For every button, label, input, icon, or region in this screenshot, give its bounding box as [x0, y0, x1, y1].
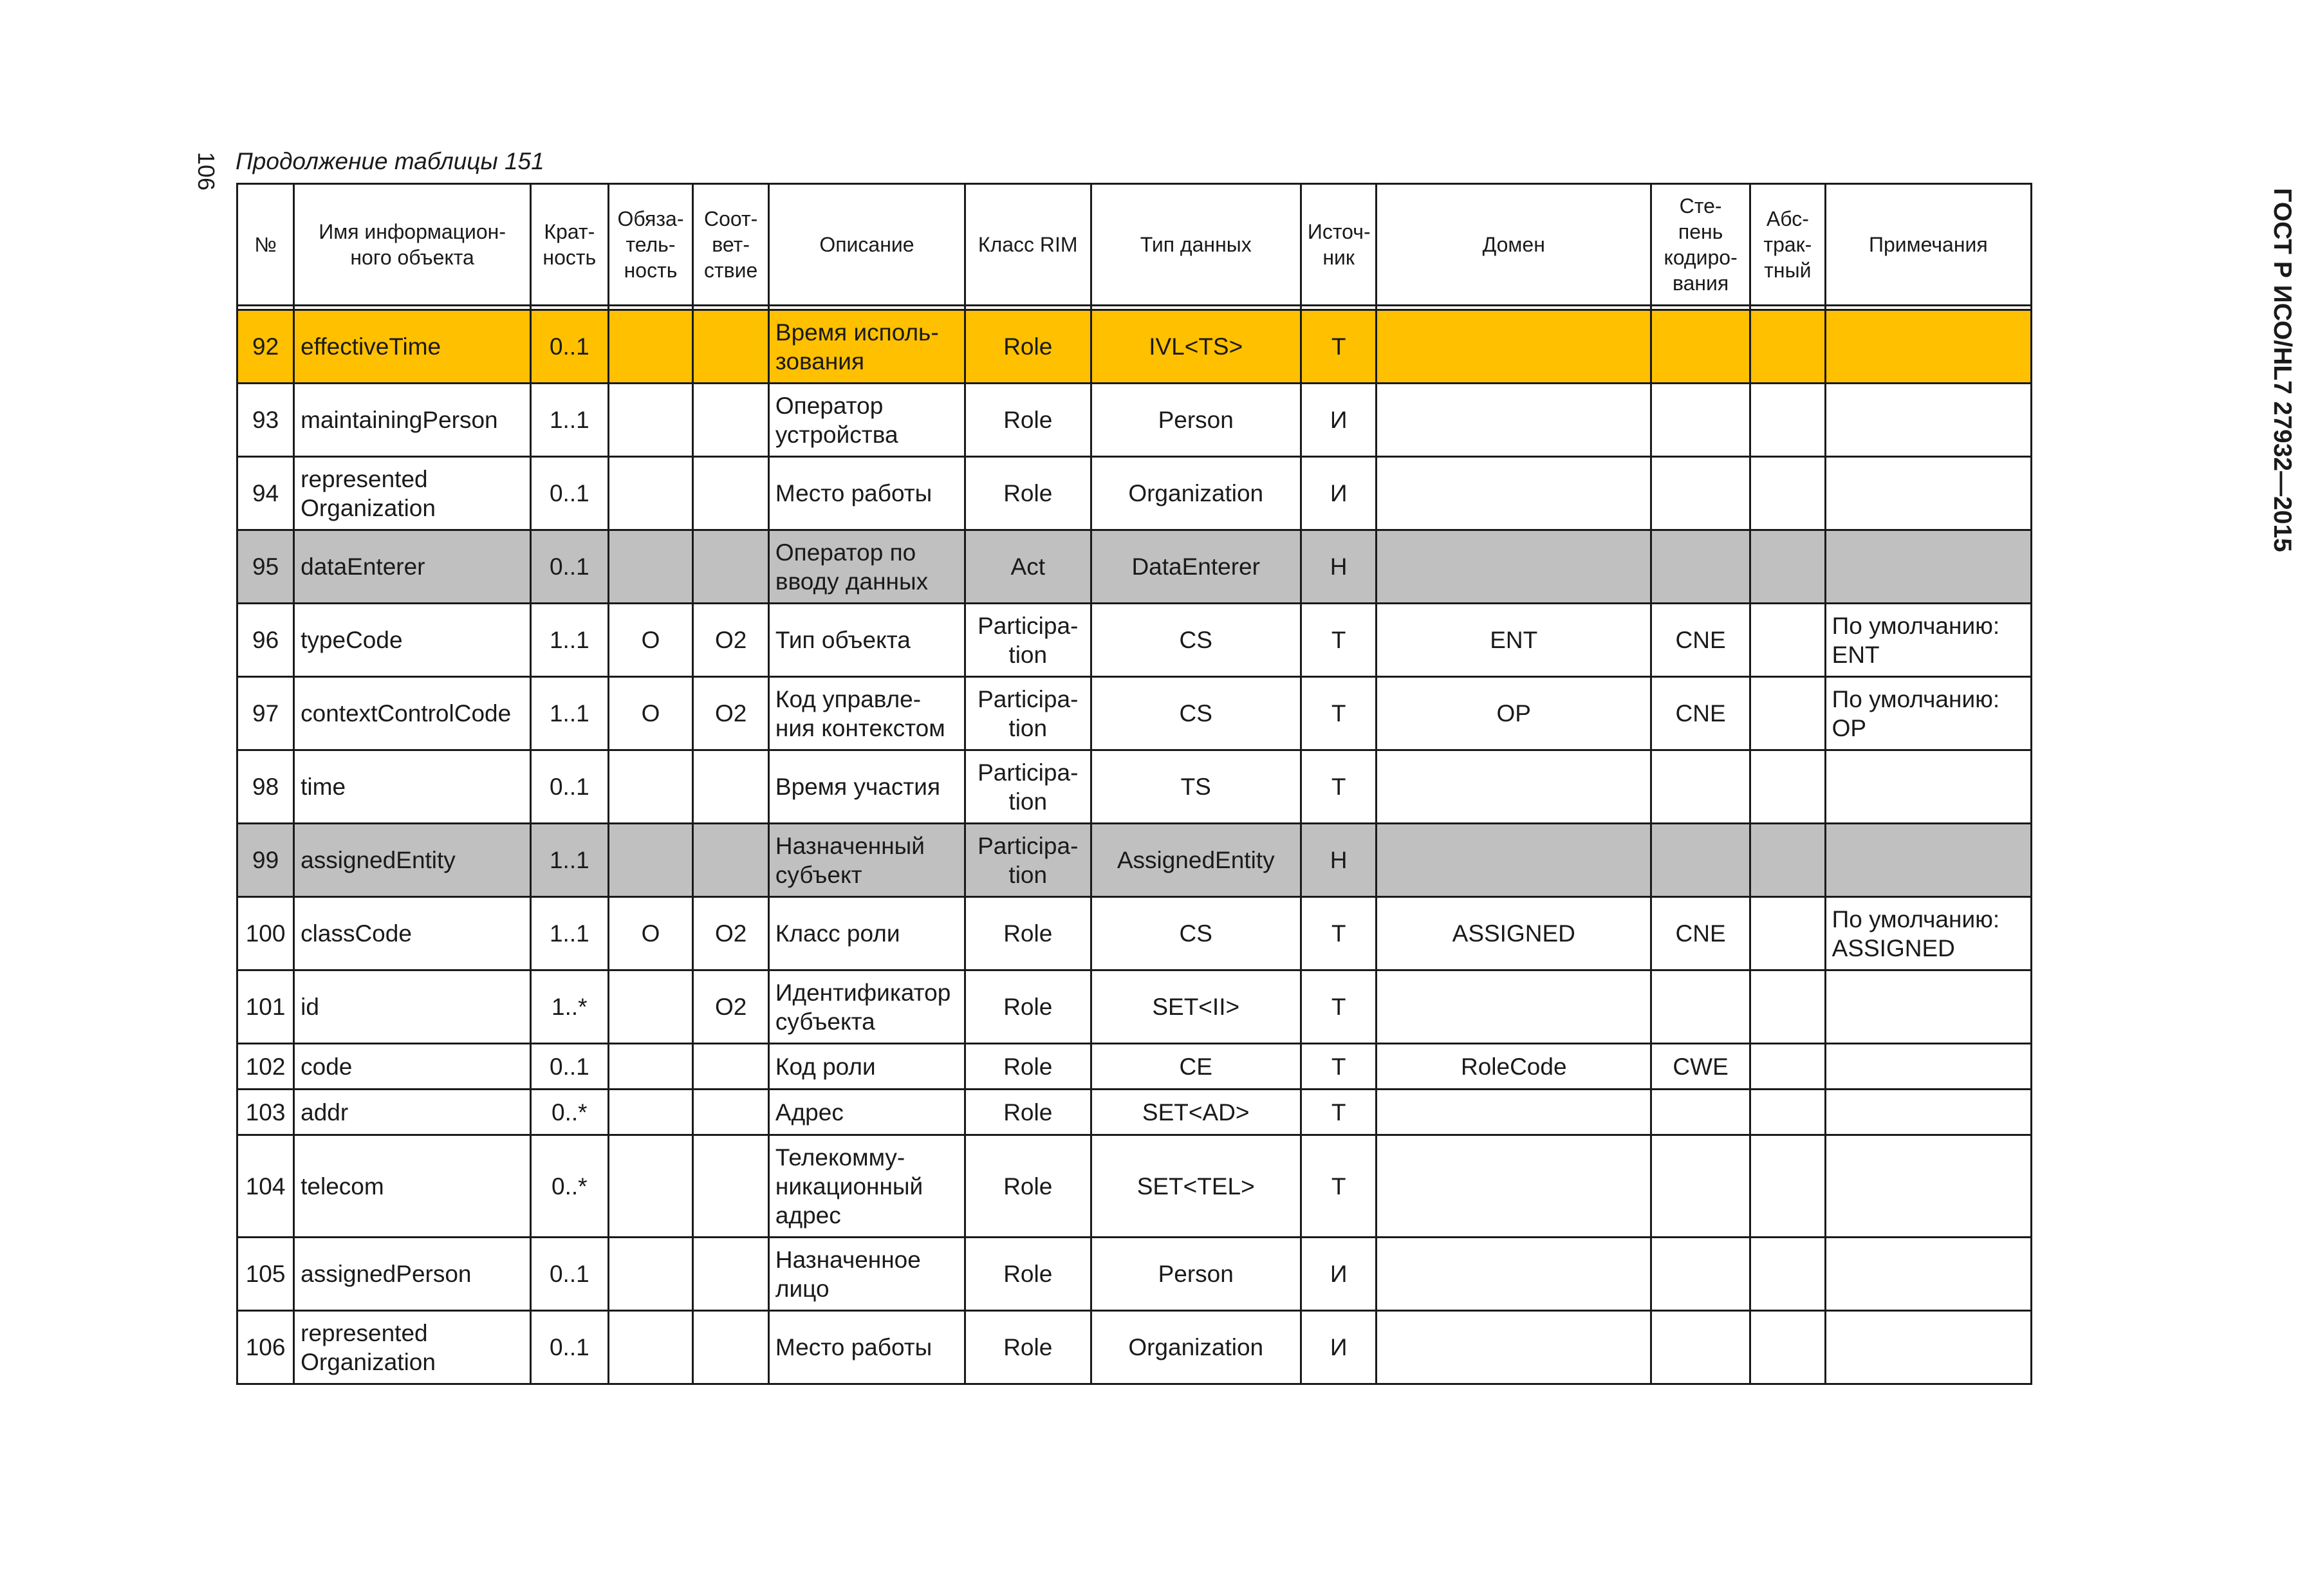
cell-coding [1651, 1090, 1750, 1135]
cell-domain: OP [1377, 677, 1651, 750]
cell-num: 100 [237, 897, 294, 970]
cell-card: 1..* [531, 970, 609, 1044]
cell-rim: Role [965, 897, 1091, 970]
header-notes: Примечания [1825, 184, 2031, 306]
cell-src: Т [1301, 310, 1377, 384]
cell-conf: О2 [693, 970, 769, 1044]
cell-conf: О2 [693, 604, 769, 677]
cell-rim: Role [965, 970, 1091, 1044]
cell-type: SET<AD> [1091, 1090, 1301, 1135]
cell-name: assignedPerson [294, 1238, 531, 1311]
cell-mand [608, 970, 693, 1044]
cell-coding [1651, 457, 1750, 530]
table-row [237, 750, 2032, 824]
header-src: Источ-ник [1301, 184, 1377, 306]
cell-rim: Role [965, 1135, 1091, 1238]
header-card: Крат-ность [531, 184, 609, 306]
cell-src: Т [1301, 1044, 1377, 1090]
cell-num: 98 [237, 750, 294, 824]
cell-name: assignedEntity [294, 824, 531, 897]
cell-desc: Оператор устройства [768, 384, 965, 457]
cell-rim: Role [965, 457, 1091, 530]
cell-card: 0..1 [531, 750, 609, 824]
cell-name: code [294, 1044, 531, 1090]
cell-type: AssignedEntity [1091, 824, 1301, 897]
cell-card: 0..1 [531, 1238, 609, 1311]
cell-name: dataEnterer [294, 530, 531, 604]
cell-name: represented Organization [294, 457, 531, 530]
cell-domain [1377, 970, 1651, 1044]
cell-notes [1825, 1135, 2031, 1238]
cell-conf [693, 530, 769, 604]
cell-type: CE [1091, 1044, 1301, 1090]
table-row [237, 1044, 2032, 1090]
cell-abstract [1750, 384, 1826, 457]
cell-mand [608, 824, 693, 897]
cell-num: 99 [237, 824, 294, 897]
header-rim: Класс RIM [965, 184, 1091, 306]
cell-card: 0..* [531, 1090, 609, 1135]
table-row [237, 310, 2032, 384]
cell-type: CS [1091, 677, 1301, 750]
cell-type: SET<TEL> [1091, 1135, 1301, 1238]
cell-num: 103 [237, 1090, 294, 1135]
cell-card: 0..1 [531, 310, 609, 384]
cell-src: Т [1301, 1090, 1377, 1135]
cell-domain [1377, 1238, 1651, 1311]
cell-abstract [1750, 1135, 1826, 1238]
cell-domain: RoleCode [1377, 1044, 1651, 1090]
table-row [237, 530, 2032, 604]
table-row [237, 457, 2032, 530]
page-number: 106 [193, 152, 219, 191]
cell-abstract [1750, 970, 1826, 1044]
cell-num: 101 [237, 970, 294, 1044]
cell-conf [693, 457, 769, 530]
cell-desc: Телекомму-никационный адрес [768, 1135, 965, 1238]
cell-card: 1..1 [531, 824, 609, 897]
cell-domain [1377, 1135, 1651, 1238]
cell-abstract [1750, 1090, 1826, 1135]
cell-notes: По умолчанию: OP [1825, 677, 2031, 750]
cell-mand [608, 1090, 693, 1135]
cell-desc: Назначенное лицо [768, 1238, 965, 1311]
table-row [237, 604, 2032, 677]
cell-mand [608, 1311, 693, 1384]
cell-domain: ASSIGNED [1377, 897, 1651, 970]
cell-card: 0..* [531, 1135, 609, 1238]
cell-src: Т [1301, 604, 1377, 677]
cell-coding: CNE [1651, 677, 1750, 750]
table-row [237, 970, 2032, 1044]
cell-abstract [1750, 457, 1826, 530]
cell-rim: Role [965, 310, 1091, 384]
cell-num: 105 [237, 1238, 294, 1311]
cell-rim: Role [965, 1238, 1091, 1311]
cell-rim: Role [965, 384, 1091, 457]
cell-mand [608, 384, 693, 457]
cell-name: time [294, 750, 531, 824]
cell-card: 1..1 [531, 677, 609, 750]
header-domain: Домен [1377, 184, 1651, 306]
cell-card: 0..1 [531, 530, 609, 604]
cell-src: Т [1301, 897, 1377, 970]
cell-abstract [1750, 1238, 1826, 1311]
cell-rim: Participa-tion [965, 604, 1091, 677]
cell-domain [1377, 1090, 1651, 1135]
cell-type: Person [1091, 1238, 1301, 1311]
cell-src: И [1301, 1238, 1377, 1311]
table-row [237, 1090, 2032, 1135]
cell-domain [1377, 1311, 1651, 1384]
cell-type: Organization [1091, 1311, 1301, 1384]
cell-coding [1651, 530, 1750, 604]
cell-notes [1825, 384, 2031, 457]
cell-desc: Идентификатор субъекта [768, 970, 965, 1044]
cell-card: 1..1 [531, 897, 609, 970]
header-name: Имя информацион-ного объекта [294, 184, 531, 306]
table-row [237, 384, 2032, 457]
cell-coding [1651, 1238, 1750, 1311]
cell-mand [608, 310, 693, 384]
cell-desc: Класс роли [768, 897, 965, 970]
cell-desc: Время исполь-зования [768, 310, 965, 384]
cell-domain [1377, 384, 1651, 457]
cell-coding [1651, 970, 1750, 1044]
cell-desc: Место работы [768, 1311, 965, 1384]
cell-coding [1651, 310, 1750, 384]
cell-name: addr [294, 1090, 531, 1135]
table-header-row [237, 184, 2032, 306]
cell-notes [1825, 1238, 2031, 1311]
cell-num: 95 [237, 530, 294, 604]
header-separator [237, 306, 2032, 310]
standard-title: ГОСТ Р ИСО/HL7 27932—2015 [2268, 188, 2296, 552]
cell-card: 0..1 [531, 1311, 609, 1384]
cell-mand [608, 1238, 693, 1311]
cell-abstract [1750, 1044, 1826, 1090]
cell-num: 97 [237, 677, 294, 750]
cell-conf [693, 384, 769, 457]
header-type: Тип данных [1091, 184, 1301, 306]
cell-num: 94 [237, 457, 294, 530]
cell-conf [693, 310, 769, 384]
cell-card: 1..1 [531, 384, 609, 457]
cell-src: Н [1301, 824, 1377, 897]
cell-conf [693, 1135, 769, 1238]
cell-abstract [1750, 677, 1826, 750]
requirements-table [236, 183, 2032, 1385]
cell-notes [1825, 1090, 2031, 1135]
cell-card: 1..1 [531, 604, 609, 677]
cell-name: classCode [294, 897, 531, 970]
header-num: № [237, 184, 294, 306]
cell-domain [1377, 310, 1651, 384]
cell-coding: CNE [1651, 604, 1750, 677]
table-row [237, 897, 2032, 970]
cell-mand [608, 1044, 693, 1090]
cell-conf: О2 [693, 677, 769, 750]
cell-notes [1825, 750, 2031, 824]
cell-num: 102 [237, 1044, 294, 1090]
cell-src: Т [1301, 1135, 1377, 1238]
cell-num: 93 [237, 384, 294, 457]
table-row [237, 1135, 2032, 1238]
cell-card: 0..1 [531, 457, 609, 530]
cell-rim: Role [965, 1044, 1091, 1090]
table-row [237, 824, 2032, 897]
cell-notes [1825, 824, 2031, 897]
cell-domain [1377, 530, 1651, 604]
cell-rim: Participa-tion [965, 750, 1091, 824]
cell-type: SET<II> [1091, 970, 1301, 1044]
cell-type: IVL<TS> [1091, 310, 1301, 384]
cell-name: telecom [294, 1135, 531, 1238]
cell-rim: Participa-tion [965, 677, 1091, 750]
cell-conf [693, 750, 769, 824]
cell-desc: Оператор по вводу данных [768, 530, 965, 604]
cell-mand: О [608, 677, 693, 750]
cell-desc: Тип объекта [768, 604, 965, 677]
cell-notes [1825, 457, 2031, 530]
cell-name: represented Organization [294, 1311, 531, 1384]
cell-coding [1651, 824, 1750, 897]
cell-notes [1825, 1044, 2031, 1090]
cell-abstract [1750, 604, 1826, 677]
cell-rim: Role [965, 1090, 1091, 1135]
cell-num: 104 [237, 1135, 294, 1238]
cell-mand: О [608, 604, 693, 677]
cell-desc: Время участия [768, 750, 965, 824]
cell-mand [608, 530, 693, 604]
cell-conf [693, 824, 769, 897]
cell-rim: Role [965, 1311, 1091, 1384]
header-abstract: Абс-трак-тный [1750, 184, 1826, 306]
cell-desc: Назначенный субъект [768, 824, 965, 897]
header-desc: Описание [768, 184, 965, 306]
cell-notes [1825, 530, 2031, 604]
header-coding: Сте-пень кодиро-вания [1651, 184, 1750, 306]
cell-coding: CWE [1651, 1044, 1750, 1090]
cell-name: maintainingPerson [294, 384, 531, 457]
table-row [237, 677, 2032, 750]
cell-domain [1377, 750, 1651, 824]
cell-domain: ENT [1377, 604, 1651, 677]
cell-name: effectiveTime [294, 310, 531, 384]
cell-mand [608, 1135, 693, 1238]
cell-src: Н [1301, 530, 1377, 604]
cell-mand [608, 750, 693, 824]
cell-abstract [1750, 824, 1826, 897]
cell-type: DataEnterer [1091, 530, 1301, 604]
cell-conf [693, 1044, 769, 1090]
cell-abstract [1750, 310, 1826, 384]
cell-domain [1377, 457, 1651, 530]
cell-rim: Participa-tion [965, 824, 1091, 897]
cell-rim: Act [965, 530, 1091, 604]
cell-src: И [1301, 1311, 1377, 1384]
cell-domain [1377, 824, 1651, 897]
cell-notes [1825, 310, 2031, 384]
header-conf: Соот-вет-ствие [693, 184, 769, 306]
table-row [237, 1311, 2032, 1384]
cell-conf [693, 1311, 769, 1384]
table-caption: Продолжение таблицы 151 [236, 148, 544, 174]
cell-mand [608, 457, 693, 530]
cell-notes: По умолчанию: ASSIGNED [1825, 897, 2031, 970]
cell-type: CS [1091, 604, 1301, 677]
cell-name: typeCode [294, 604, 531, 677]
cell-name: id [294, 970, 531, 1044]
cell-coding: CNE [1651, 897, 1750, 970]
cell-type: Organization [1091, 457, 1301, 530]
cell-conf [693, 1090, 769, 1135]
cell-desc: Код управле-ния контекстом [768, 677, 965, 750]
cell-type: Person [1091, 384, 1301, 457]
cell-name: contextControlCode [294, 677, 531, 750]
cell-src: И [1301, 384, 1377, 457]
cell-notes: По умолчанию: ENT [1825, 604, 2031, 677]
cell-mand: О [608, 897, 693, 970]
cell-coding [1651, 1135, 1750, 1238]
cell-src: Т [1301, 970, 1377, 1044]
cell-notes [1825, 970, 2031, 1044]
cell-abstract [1750, 897, 1826, 970]
cell-desc: Код роли [768, 1044, 965, 1090]
cell-desc: Адрес [768, 1090, 965, 1135]
cell-desc: Место работы [768, 457, 965, 530]
cell-num: 106 [237, 1311, 294, 1384]
cell-num: 96 [237, 604, 294, 677]
cell-abstract [1750, 1311, 1826, 1384]
cell-abstract [1750, 530, 1826, 604]
cell-type: TS [1091, 750, 1301, 824]
header-mand: Обяза-тель-ность [608, 184, 693, 306]
cell-coding [1651, 750, 1750, 824]
cell-card: 0..1 [531, 1044, 609, 1090]
cell-src: Т [1301, 677, 1377, 750]
cell-notes [1825, 1311, 2031, 1384]
cell-coding [1651, 1311, 1750, 1384]
cell-conf [693, 1238, 769, 1311]
cell-abstract [1750, 750, 1826, 824]
cell-coding [1651, 384, 1750, 457]
cell-conf: О2 [693, 897, 769, 970]
cell-src: И [1301, 457, 1377, 530]
cell-type: CS [1091, 897, 1301, 970]
cell-src: Т [1301, 750, 1377, 824]
cell-num: 92 [237, 310, 294, 384]
table-row [237, 1238, 2032, 1311]
